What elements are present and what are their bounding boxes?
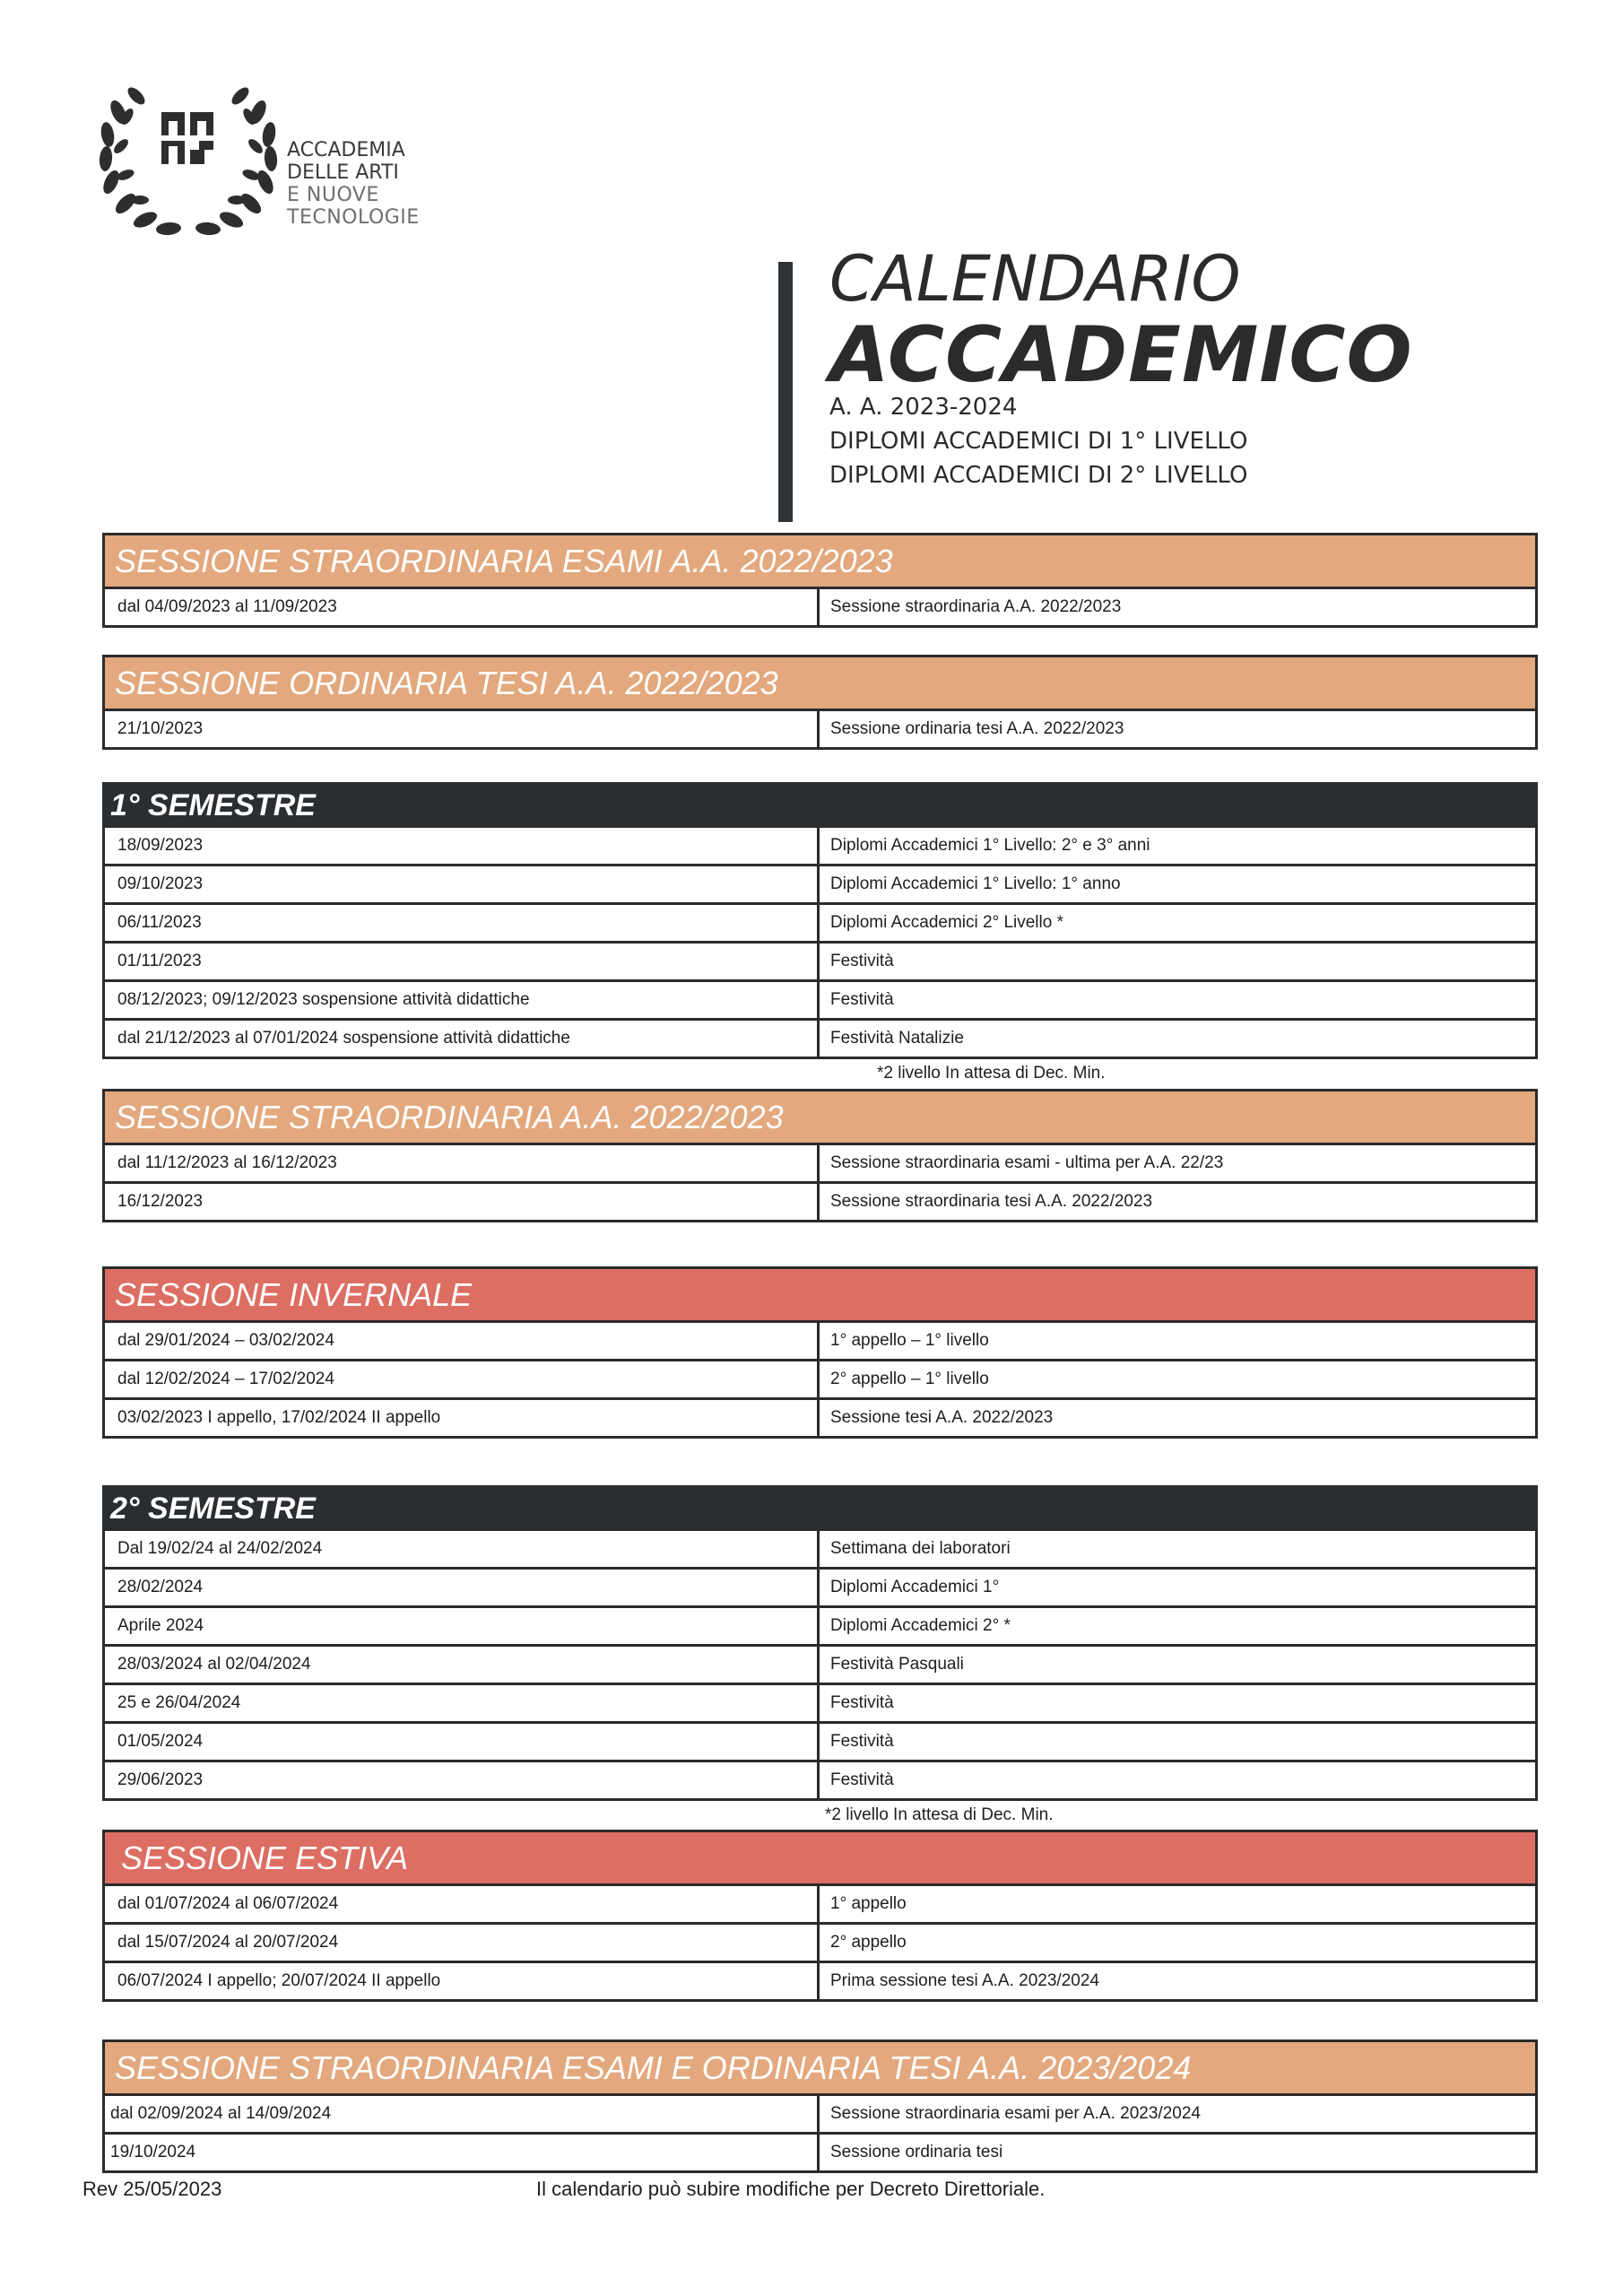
event-cell: Diplomi Accademici 1° bbox=[830, 1578, 1000, 1596]
event-cell: Sessione straordinaria tesi A.A. 2022/2023 bbox=[830, 1192, 1153, 1211]
title-accent-bar bbox=[778, 262, 793, 522]
section-title: SESSIONE STRAORDINARIA ESAMI A.A. 2022/2023 bbox=[102, 533, 1538, 587]
event-cell: Sessione straordinaria esami - ultima per A.A. 22/23 bbox=[830, 1153, 1224, 1172]
event-cell: 1° appello – 1° livello bbox=[830, 1331, 989, 1350]
date-cell: 01/11/2023 bbox=[105, 944, 820, 979]
date-cell: 21/10/2023 bbox=[105, 711, 820, 747]
table-row bbox=[105, 1760, 1535, 1798]
logo-line-2: DELLE ARTI bbox=[287, 161, 399, 184]
table-row bbox=[105, 1721, 1535, 1760]
date-cell: dal 12/02/2024 – 17/02/2024 bbox=[105, 1361, 820, 1397]
date-cell: dal 29/01/2024 – 03/02/2024 bbox=[105, 1323, 820, 1359]
section-title: SESSIONE INVERNALE bbox=[102, 1266, 1538, 1320]
date-cell: 18/09/2023 bbox=[105, 828, 820, 864]
table-row bbox=[105, 1886, 1535, 1922]
event-cell: 2° appello bbox=[830, 1933, 907, 1952]
table-row bbox=[105, 979, 1535, 1018]
event-cell: Diplomi Accademici 2° Livello * bbox=[830, 913, 1063, 932]
event-cell: Festività bbox=[830, 952, 894, 970]
table-row bbox=[105, 1567, 1535, 1605]
table-row bbox=[105, 2132, 1535, 2170]
section-primo-semestre bbox=[102, 782, 1538, 1059]
date-cell: dal 21/12/2023 al 07/01/2024 sospensione attività didattiche bbox=[105, 1021, 820, 1057]
event-cell: Diplomi Accademici 2° * bbox=[830, 1616, 1011, 1635]
date-cell: 28/03/2024 al 02/04/2024 bbox=[105, 1647, 820, 1683]
section-title: SESSIONE STRAORDINARIA ESAMI E ORDINARIA TESI A.A. 2023/2024 bbox=[102, 2039, 1538, 2093]
date-cell: dal 11/12/2023 al 16/12/2023 bbox=[105, 1145, 820, 1181]
date-cell: dal 15/07/2024 al 20/07/2024 bbox=[105, 1925, 820, 1961]
date-cell: dal 02/09/2024 al 14/09/2024 bbox=[105, 2096, 820, 2132]
subtitle-first-level: DIPLOMI ACCADEMICI DI 1° LIVELLO bbox=[829, 428, 1248, 455]
footer-disclaimer: Il calendario può subire modifiche per Decreto Direttoriale. bbox=[536, 2178, 1046, 2200]
date-cell: 28/02/2024 bbox=[105, 1570, 820, 1605]
section-title: SESSIONE STRAORDINARIA A.A. 2022/2023 bbox=[102, 1089, 1538, 1143]
date-cell: 25 e 26/04/2024 bbox=[105, 1685, 820, 1721]
section-title: 2° SEMESTRE bbox=[102, 1485, 1538, 1528]
date-cell: 19/10/2024 bbox=[105, 2135, 820, 2170]
table-row bbox=[105, 1961, 1535, 1999]
table-row bbox=[105, 1018, 1535, 1057]
date-cell: 01/05/2024 bbox=[105, 1724, 820, 1760]
section-title: SESSIONE ESTIVA bbox=[102, 1830, 1538, 1883]
academy-logo bbox=[90, 49, 430, 247]
table-row bbox=[105, 1683, 1535, 1721]
date-cell: 29/06/2023 bbox=[105, 1762, 820, 1798]
logo-line-4: TECNOLOGIE bbox=[287, 206, 420, 229]
section-estiva bbox=[102, 1830, 1538, 2002]
event-cell: Sessione ordinaria tesi A.A. 2022/2023 bbox=[830, 719, 1124, 738]
section-straordinaria-esami-ordinaria-tesi-2023 bbox=[102, 2039, 1538, 2173]
date-cell: dal 04/09/2023 al 11/09/2023 bbox=[105, 589, 820, 625]
table-row bbox=[105, 1397, 1535, 1436]
event-cell: Diplomi Accademici 1° Livello: 1° anno bbox=[830, 874, 1121, 893]
event-cell: Festività bbox=[830, 1732, 894, 1751]
table-row bbox=[105, 902, 1535, 941]
revision-date: Rev 25/05/2023 bbox=[82, 2178, 222, 2200]
laurel-wreath-icon bbox=[90, 49, 287, 247]
section-straordinaria-2022 bbox=[102, 1089, 1538, 1222]
table-row bbox=[105, 1644, 1535, 1683]
event-cell: Prima sessione tesi A.A. 2023/2024 bbox=[830, 1971, 1099, 1990]
section-title: SESSIONE ORDINARIA TESI A.A. 2022/2023 bbox=[102, 655, 1538, 709]
event-cell: Festività bbox=[830, 1693, 894, 1712]
date-cell: Aprile 2024 bbox=[105, 1608, 820, 1644]
table-row bbox=[105, 1531, 1535, 1567]
date-cell: Dal 19/02/24 al 24/02/2024 bbox=[105, 1531, 820, 1567]
logo-line-3: E NUOVE bbox=[287, 184, 379, 206]
section-secondo-semestre bbox=[102, 1485, 1538, 1801]
title-line-2: ACCADEMICO bbox=[829, 310, 1413, 400]
table-row bbox=[105, 711, 1535, 747]
section-ordinaria-tesi-2022 bbox=[102, 655, 1538, 750]
date-cell: 16/12/2023 bbox=[105, 1184, 820, 1220]
footnote-second-semester: *2 livello In attesa di Dec. Min. bbox=[825, 1805, 1054, 1824]
table-row bbox=[105, 864, 1535, 902]
date-cell: 06/07/2024 I appello; 20/07/2024 II appello bbox=[105, 1963, 820, 1999]
event-cell: Festività Pasquali bbox=[830, 1655, 964, 1674]
table-row bbox=[105, 828, 1535, 864]
table-row bbox=[105, 589, 1535, 625]
date-cell: 06/11/2023 bbox=[105, 905, 820, 941]
date-cell: 09/10/2023 bbox=[105, 866, 820, 902]
event-cell: Sessione ordinaria tesi bbox=[830, 2143, 1003, 2161]
table-row bbox=[105, 1323, 1535, 1359]
subtitle-year: A. A. 2023-2024 bbox=[829, 394, 1018, 421]
table-row bbox=[105, 941, 1535, 979]
title-line-1: CALENDARIO bbox=[829, 242, 1241, 316]
table-row bbox=[105, 1181, 1535, 1220]
event-cell: 1° appello bbox=[830, 1894, 907, 1913]
event-cell: Festività bbox=[830, 1770, 894, 1789]
event-cell: Diplomi Accademici 1° Livello: 2° e 3° anni bbox=[830, 836, 1150, 855]
event-cell: Sessione tesi A.A. 2022/2023 bbox=[830, 1408, 1054, 1427]
event-cell: Festività bbox=[830, 990, 894, 1009]
event-cell: Festività Natalizie bbox=[830, 1029, 964, 1048]
subtitle-second-level: DIPLOMI ACCADEMICI DI 2° LIVELLO bbox=[829, 462, 1248, 489]
section-title: 1° SEMESTRE bbox=[102, 782, 1538, 825]
logo-line-1: ACCADEMIA bbox=[287, 139, 405, 161]
event-cell: Sessione straordinaria esami per A.A. 2023/2024 bbox=[830, 2104, 1201, 2123]
footnote-first-semester: *2 livello In attesa di Dec. Min. bbox=[877, 1064, 1106, 1083]
event-cell: Sessione straordinaria A.A. 2022/2023 bbox=[830, 597, 1122, 616]
date-cell: 08/12/2023; 09/12/2023 sospensione attività didattiche bbox=[105, 982, 820, 1018]
table-row bbox=[105, 1359, 1535, 1397]
section-straordinaria-esami-2022 bbox=[102, 533, 1538, 628]
table-row bbox=[105, 1922, 1535, 1961]
section-invernale bbox=[102, 1266, 1538, 1439]
date-cell: 03/02/2023 I appello, 17/02/2024 II appello bbox=[105, 1400, 820, 1436]
table-row bbox=[105, 1605, 1535, 1644]
event-cell: 2° appello – 1° livello bbox=[830, 1370, 989, 1388]
date-cell: dal 01/07/2024 al 06/07/2024 bbox=[105, 1886, 820, 1922]
table-row bbox=[105, 1145, 1535, 1181]
event-cell: Settimana dei laboratori bbox=[830, 1539, 1011, 1558]
table-row bbox=[105, 2096, 1535, 2132]
